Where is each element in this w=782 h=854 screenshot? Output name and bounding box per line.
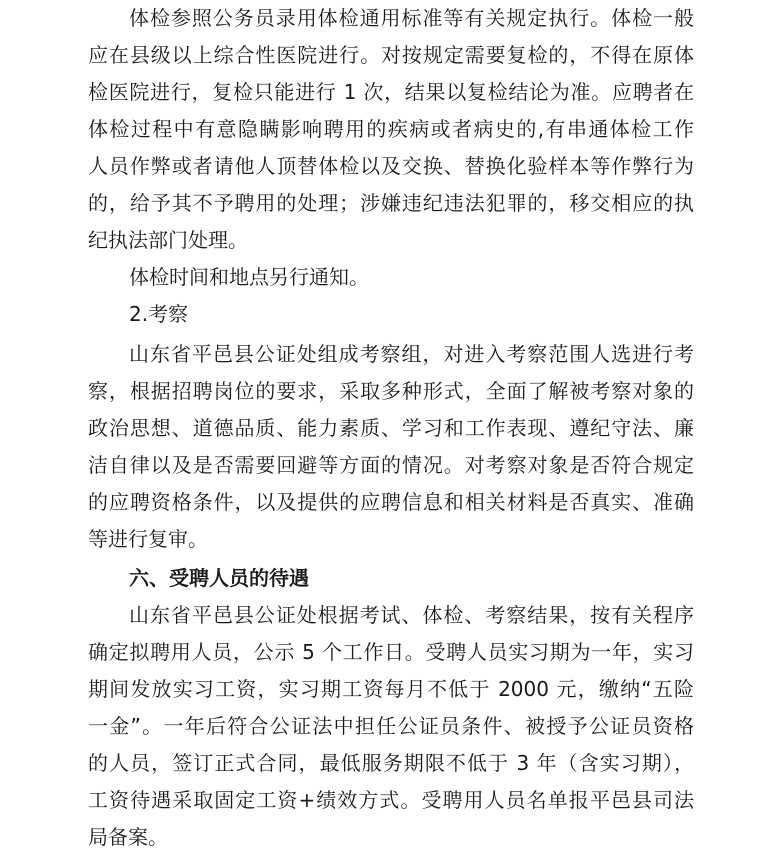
exam-paragraph-line: 人员作弊或者请他人顶替体检以及交换、替换化验样本等作弊行为 — [88, 154, 694, 178]
inspection-paragraph-line: 山东省平邑县公证处组成考察组，对进入考察范围人选进行考 — [129, 342, 694, 366]
benefits-paragraph-line: 确定拟聘用人员，公示 5 个工作日。受聘人员实习期为一年，实习 — [88, 640, 694, 664]
exam-paragraph-line: 体检参照公务员录用体检通用标准等有关规定执行。体检一般 — [129, 6, 694, 30]
benefits-paragraph-line: 期间发放实习工资，实习期工资每月不低于 2000 元，缴纳“五险 — [88, 677, 694, 701]
exam-notice: 体检时间和地点另行通知。 — [129, 265, 369, 289]
inspection-paragraph-line: 洁自律以及是否需要回避等方面的情况。对考察对象是否符合规定 — [88, 453, 694, 477]
exam-paragraph-line: 检医院进行，复检只能进行 1 次，结果以复检结论为准。应聘者在 — [88, 80, 694, 104]
exam-paragraph-line: 应在县级以上综合性医院进行。对按规定需要复检的，不得在原体 — [88, 43, 694, 67]
inspection-paragraph-line: 等进行复审。 — [88, 527, 208, 551]
benefits-paragraph-line: 一金”。一年后符合公证法中担任公证员条件、被授予公证员资格 — [88, 714, 694, 738]
exam-paragraph-line: 纪执法部门处理。 — [88, 228, 248, 252]
benefits-paragraph-line: 局备案。 — [88, 825, 168, 849]
exam-paragraph-line: 的，给予其不予聘用的处理；涉嫌违纪违法犯罪的，移交相应的执 — [88, 191, 694, 215]
benefits-paragraph-line: 的人员，签订正式合同，最低服务期限不低于 3 年（含实习期）， — [88, 751, 694, 775]
benefits-paragraph-line: 工资待遇采取固定工资+绩效方式。受聘用人员名单报平邑县司法 — [88, 788, 694, 812]
benefits-paragraph-line: 山东省平邑县公证处根据考试、体检、考察结果，按有关程序 — [129, 603, 694, 627]
inspection-paragraph-line: 的应聘资格条件，以及提供的应聘信息和相关材料是否真实、准确 — [88, 490, 694, 514]
inspection-heading: 2.考察 — [129, 302, 189, 326]
inspection-paragraph-line: 察，根据招聘岗位的要求，采取多种形式，全面了解被考察对象的 — [88, 379, 694, 403]
exam-paragraph-line: 体检过程中有意隐瞒影响聘用的疾病或者病史的,有串通体检工作 — [88, 117, 694, 141]
inspection-paragraph-line: 政治思想、道德品质、能力素质、学习和工作表现、遵纪守法、廉 — [88, 416, 694, 440]
benefits-heading: 六、受聘人员的待遇 — [129, 566, 309, 590]
